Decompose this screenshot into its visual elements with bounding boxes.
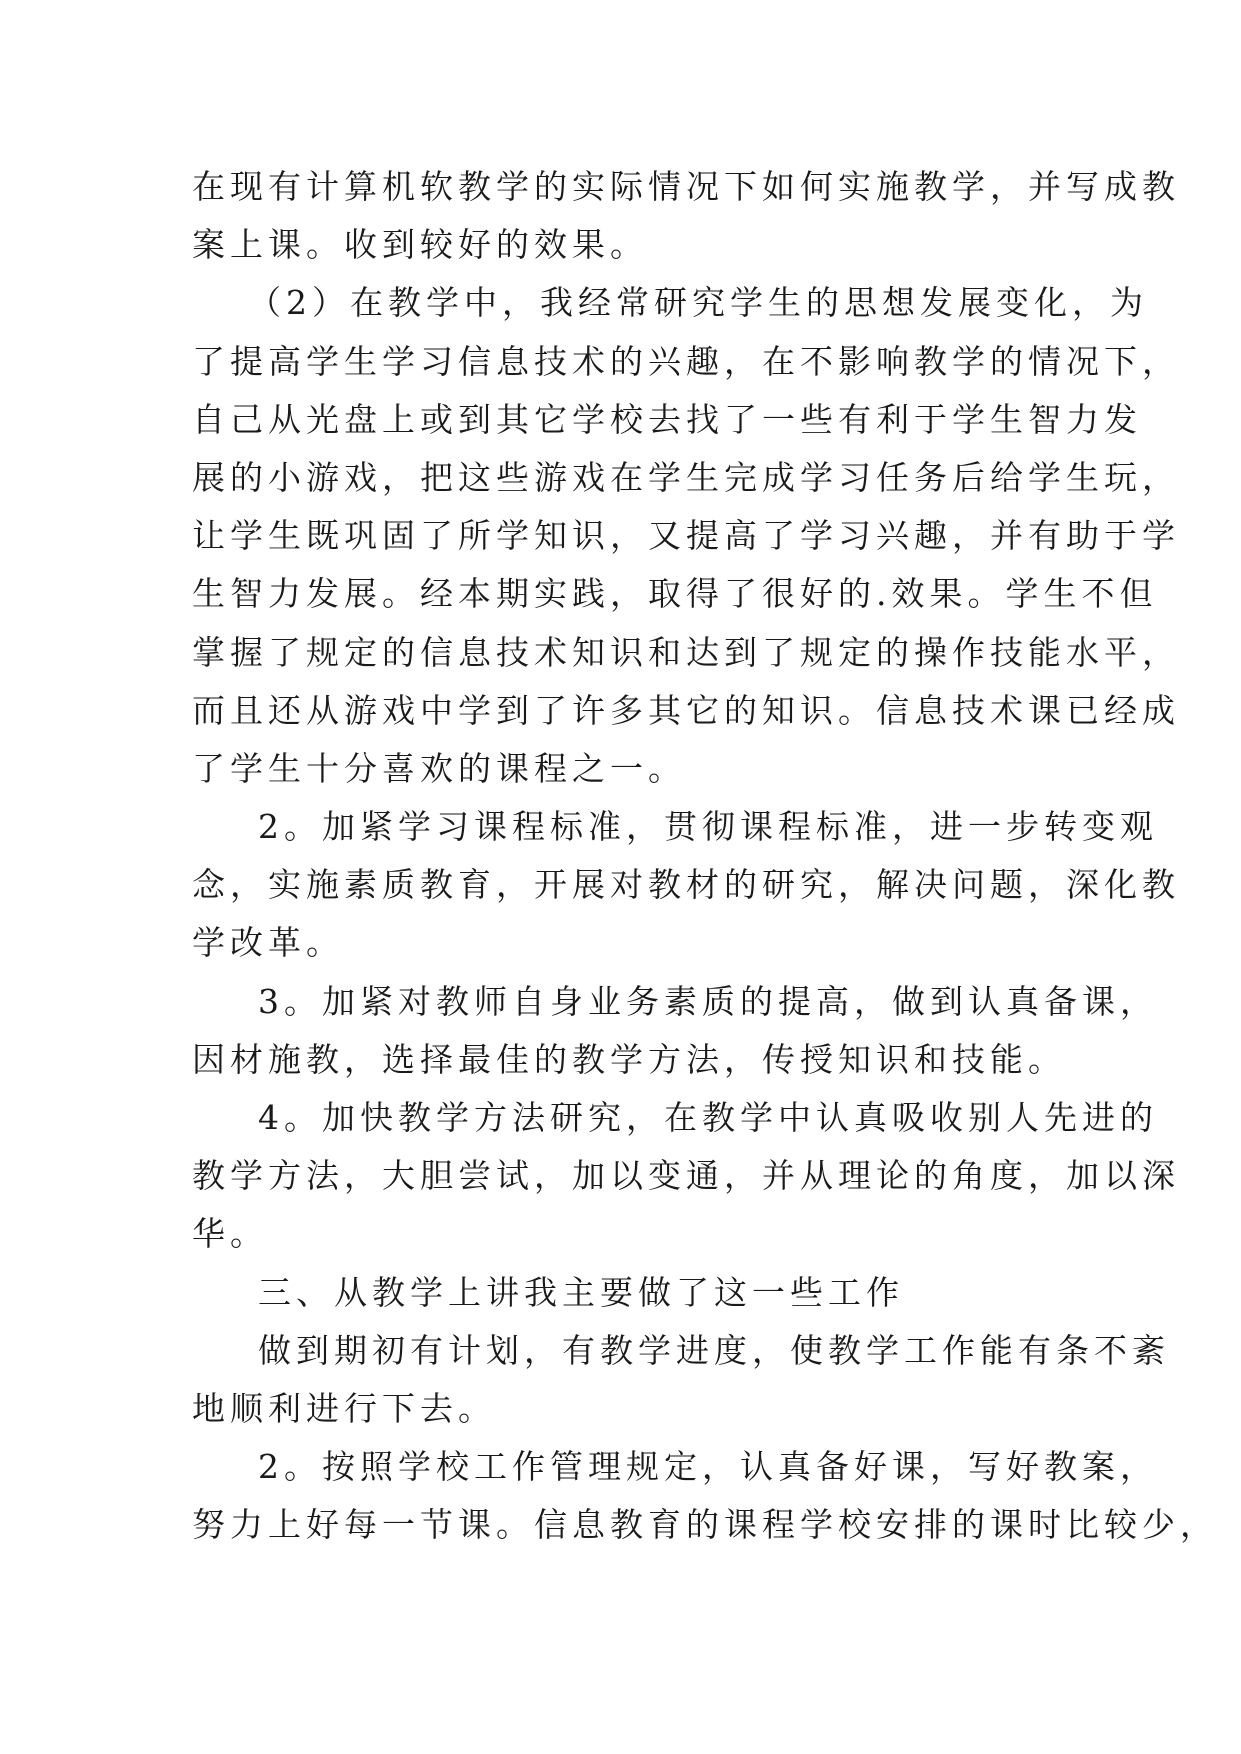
text-line: 生智力发展。经本期实践，取得了很好的.效果。学生不但 bbox=[192, 574, 1158, 614]
text-line: 学改革。 bbox=[192, 923, 344, 963]
text-line: 而且还从游戏中学到了许多其它的知识。信息技术课已经成 bbox=[192, 690, 1180, 730]
document-body bbox=[192, 158, 1218, 1555]
text-line: 案上课。收到较好的效果。 bbox=[192, 225, 648, 265]
text-line: 4。加快教学方法研究，在教学中认真吸收别人先进的 bbox=[258, 1098, 1158, 1137]
text-line: 让学生既巩固了所学知识，又提高了学习兴趣，并有助于学 bbox=[192, 516, 1180, 556]
text-line: 2。按照学校工作管理规定，认真备好课，写好教案， bbox=[258, 1447, 1158, 1487]
text-line: 了学生十分喜欢的课程之一。 bbox=[192, 748, 686, 788]
text-line: 地顺利进行下去。 bbox=[192, 1388, 496, 1428]
text-line: 努力上好每一节课。信息教育的课程学校安排的课时比较少， bbox=[192, 1505, 1218, 1545]
text-line: 因材施教，选择最佳的教学方法，传授知识和技能。 bbox=[192, 1039, 1066, 1079]
section-heading: 三、从教学上讲我主要做了这一些工作 bbox=[258, 1272, 904, 1312]
text-line: 3。加紧对教师自身业务素质的提高，做到认真备课， bbox=[258, 981, 1158, 1021]
text-line: 做到期初有计划，有教学进度，使教学工作能有条不紊 bbox=[258, 1330, 1170, 1370]
text-line: 念，实施素质教育，开展对教材的研究，解决问题，深化教 bbox=[192, 865, 1180, 905]
text-line: 展的小游戏，把这些游戏在学生完成学习任务后给学生玩， bbox=[192, 457, 1180, 497]
text-line: 2。加紧学习课程标准，贯彻课程标准，进一步转变观 bbox=[258, 807, 1158, 847]
text-line: （2）在教学中，我经常研究学生的思想发展变化，为 bbox=[248, 283, 1148, 323]
text-line: 了提高学生学习信息技术的兴趣，在不影响教学的情况下， bbox=[192, 341, 1180, 381]
text-line: 自己从光盘上或到其它学校去找了一些有利于学生智力发 bbox=[192, 399, 1142, 439]
text-line: 掌握了规定的信息技术知识和达到了规定的操作技能水平， bbox=[192, 632, 1180, 672]
text-line: 在现有计算机软教学的实际情况下如何实施教学，并写成教 bbox=[192, 167, 1180, 206]
text-line: 教学方法，大胆尝试，加以变通，并从理论的角度，加以深 bbox=[192, 1156, 1180, 1196]
text-line: 华。 bbox=[192, 1214, 268, 1254]
